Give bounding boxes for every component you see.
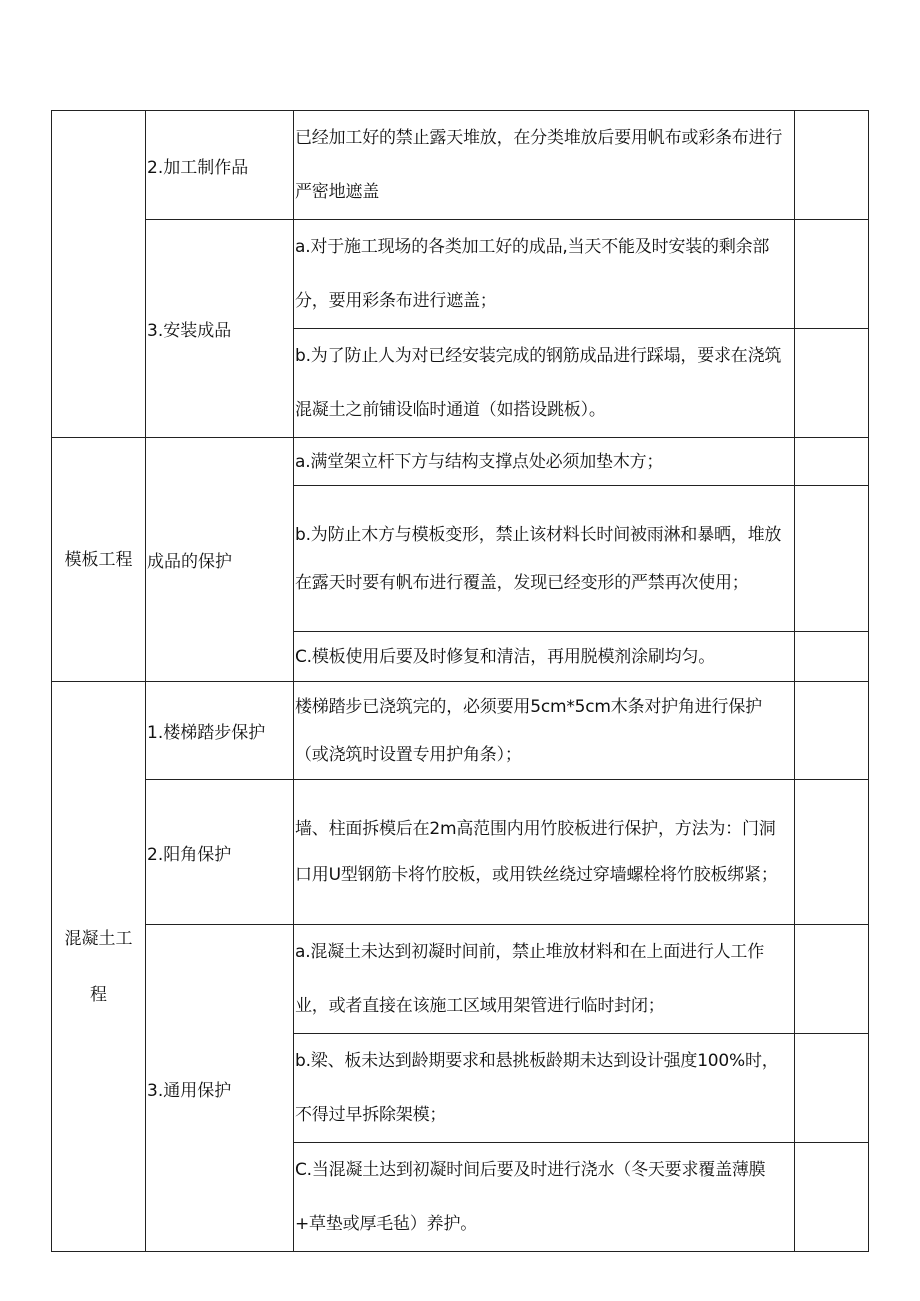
remark-cell	[795, 682, 869, 780]
description-cell	[294, 220, 795, 329]
description-cell	[294, 1143, 795, 1252]
category-cell	[52, 111, 146, 438]
category-label: 混凝土工程	[64, 928, 133, 1005]
table-row	[52, 111, 869, 220]
description-cell	[294, 682, 795, 780]
table-row	[52, 925, 869, 1034]
description-text: C.模板使用后要及时修复和清洁，再用脱模剂涂刷均匀。	[295, 646, 716, 667]
category-cell	[52, 438, 146, 682]
remark-cell	[795, 925, 869, 1034]
item-label: 成品的保护	[147, 552, 232, 572]
item-label: 2.加工制作品	[147, 157, 249, 178]
description-cell	[294, 486, 795, 632]
remark-cell	[795, 220, 869, 329]
remark-cell	[795, 632, 869, 682]
description-text: 楼梯踏步已浇筑完的，必须要用5cm*5cm木条对护角进行保护（或浇筑时设置专用护角条）；	[295, 696, 762, 765]
description-text: C.当混凝土达到初凝时间后要及时进行浇水（冬天要求覆盖薄膜+草垫或厚毛毡）养护。	[295, 1160, 766, 1234]
description-text: a.混凝土未达到初凝时间前，禁止堆放材料和在上面进行人工作业，或者直接在该施工区域用架管进行临时封闭；	[295, 942, 765, 1016]
remark-cell	[795, 486, 869, 632]
table-row	[52, 780, 869, 925]
protection-measures-table	[51, 110, 869, 1252]
item-cell	[146, 220, 294, 438]
item-label: 1.楼梯踏步保护	[147, 723, 266, 743]
item-cell	[146, 438, 294, 682]
remark-cell	[795, 780, 869, 925]
item-cell	[146, 682, 294, 780]
item-label: 2.阳角保护	[147, 844, 232, 865]
item-cell	[146, 780, 294, 925]
description-text: b.为防止木方与模板变形，禁止该材料长时间被雨淋和暴晒，堆放在露天时要有帆布进行覆盖，发现已经变形的严禁再次使用；	[295, 524, 782, 593]
remark-cell	[795, 1143, 869, 1252]
remark-cell	[795, 438, 869, 486]
description-cell	[294, 329, 795, 438]
description-text: 墙、柱面拆模后在2m高范围内用竹胶板进行保护，方法为：门洞口用U型钢筋卡将竹胶板，或用铁丝绕过穿墙螺栓将竹胶板绑紧；	[295, 819, 778, 885]
description-text: b.为了防止人为对已经安装完成的钢筋成品进行踩塌，要求在浇筑混凝土之前铺设临时通道（如搭设跳板）。	[295, 346, 782, 420]
category-label: 模板工程	[64, 549, 133, 570]
description-text: a.满堂架立杆下方与结构支撑点处必须加垫木方；	[295, 451, 664, 472]
remark-cell	[795, 329, 869, 438]
table-row	[52, 220, 869, 329]
item-label: 3.安装成品	[147, 321, 232, 341]
description-cell	[294, 1034, 795, 1143]
item-cell	[146, 925, 294, 1252]
description-cell	[294, 780, 795, 925]
table-row	[52, 682, 869, 780]
item-label: 3.通用保护	[147, 1080, 232, 1101]
remark-cell	[795, 111, 869, 220]
description-text: a.对于施工现场的各类加工好的成品,当天不能及时安装的剩余部分，要用彩条布进行遮盖；	[295, 237, 770, 311]
remark-cell	[795, 1034, 869, 1143]
item-cell	[146, 111, 294, 220]
description-cell	[294, 925, 795, 1034]
description-text: b.梁、板未达到龄期要求和悬挑板龄期未达到设计强度100%时，不得过早拆除架模；	[295, 1051, 779, 1125]
description-cell	[294, 111, 795, 220]
category-cell	[52, 682, 146, 1252]
description-cell	[294, 632, 795, 682]
table-row	[52, 438, 869, 486]
description-text: 已经加工好的禁止露天堆放，在分类堆放后要用帆布或彩条布进行严密地遮盖	[295, 128, 783, 202]
description-cell	[294, 438, 795, 486]
